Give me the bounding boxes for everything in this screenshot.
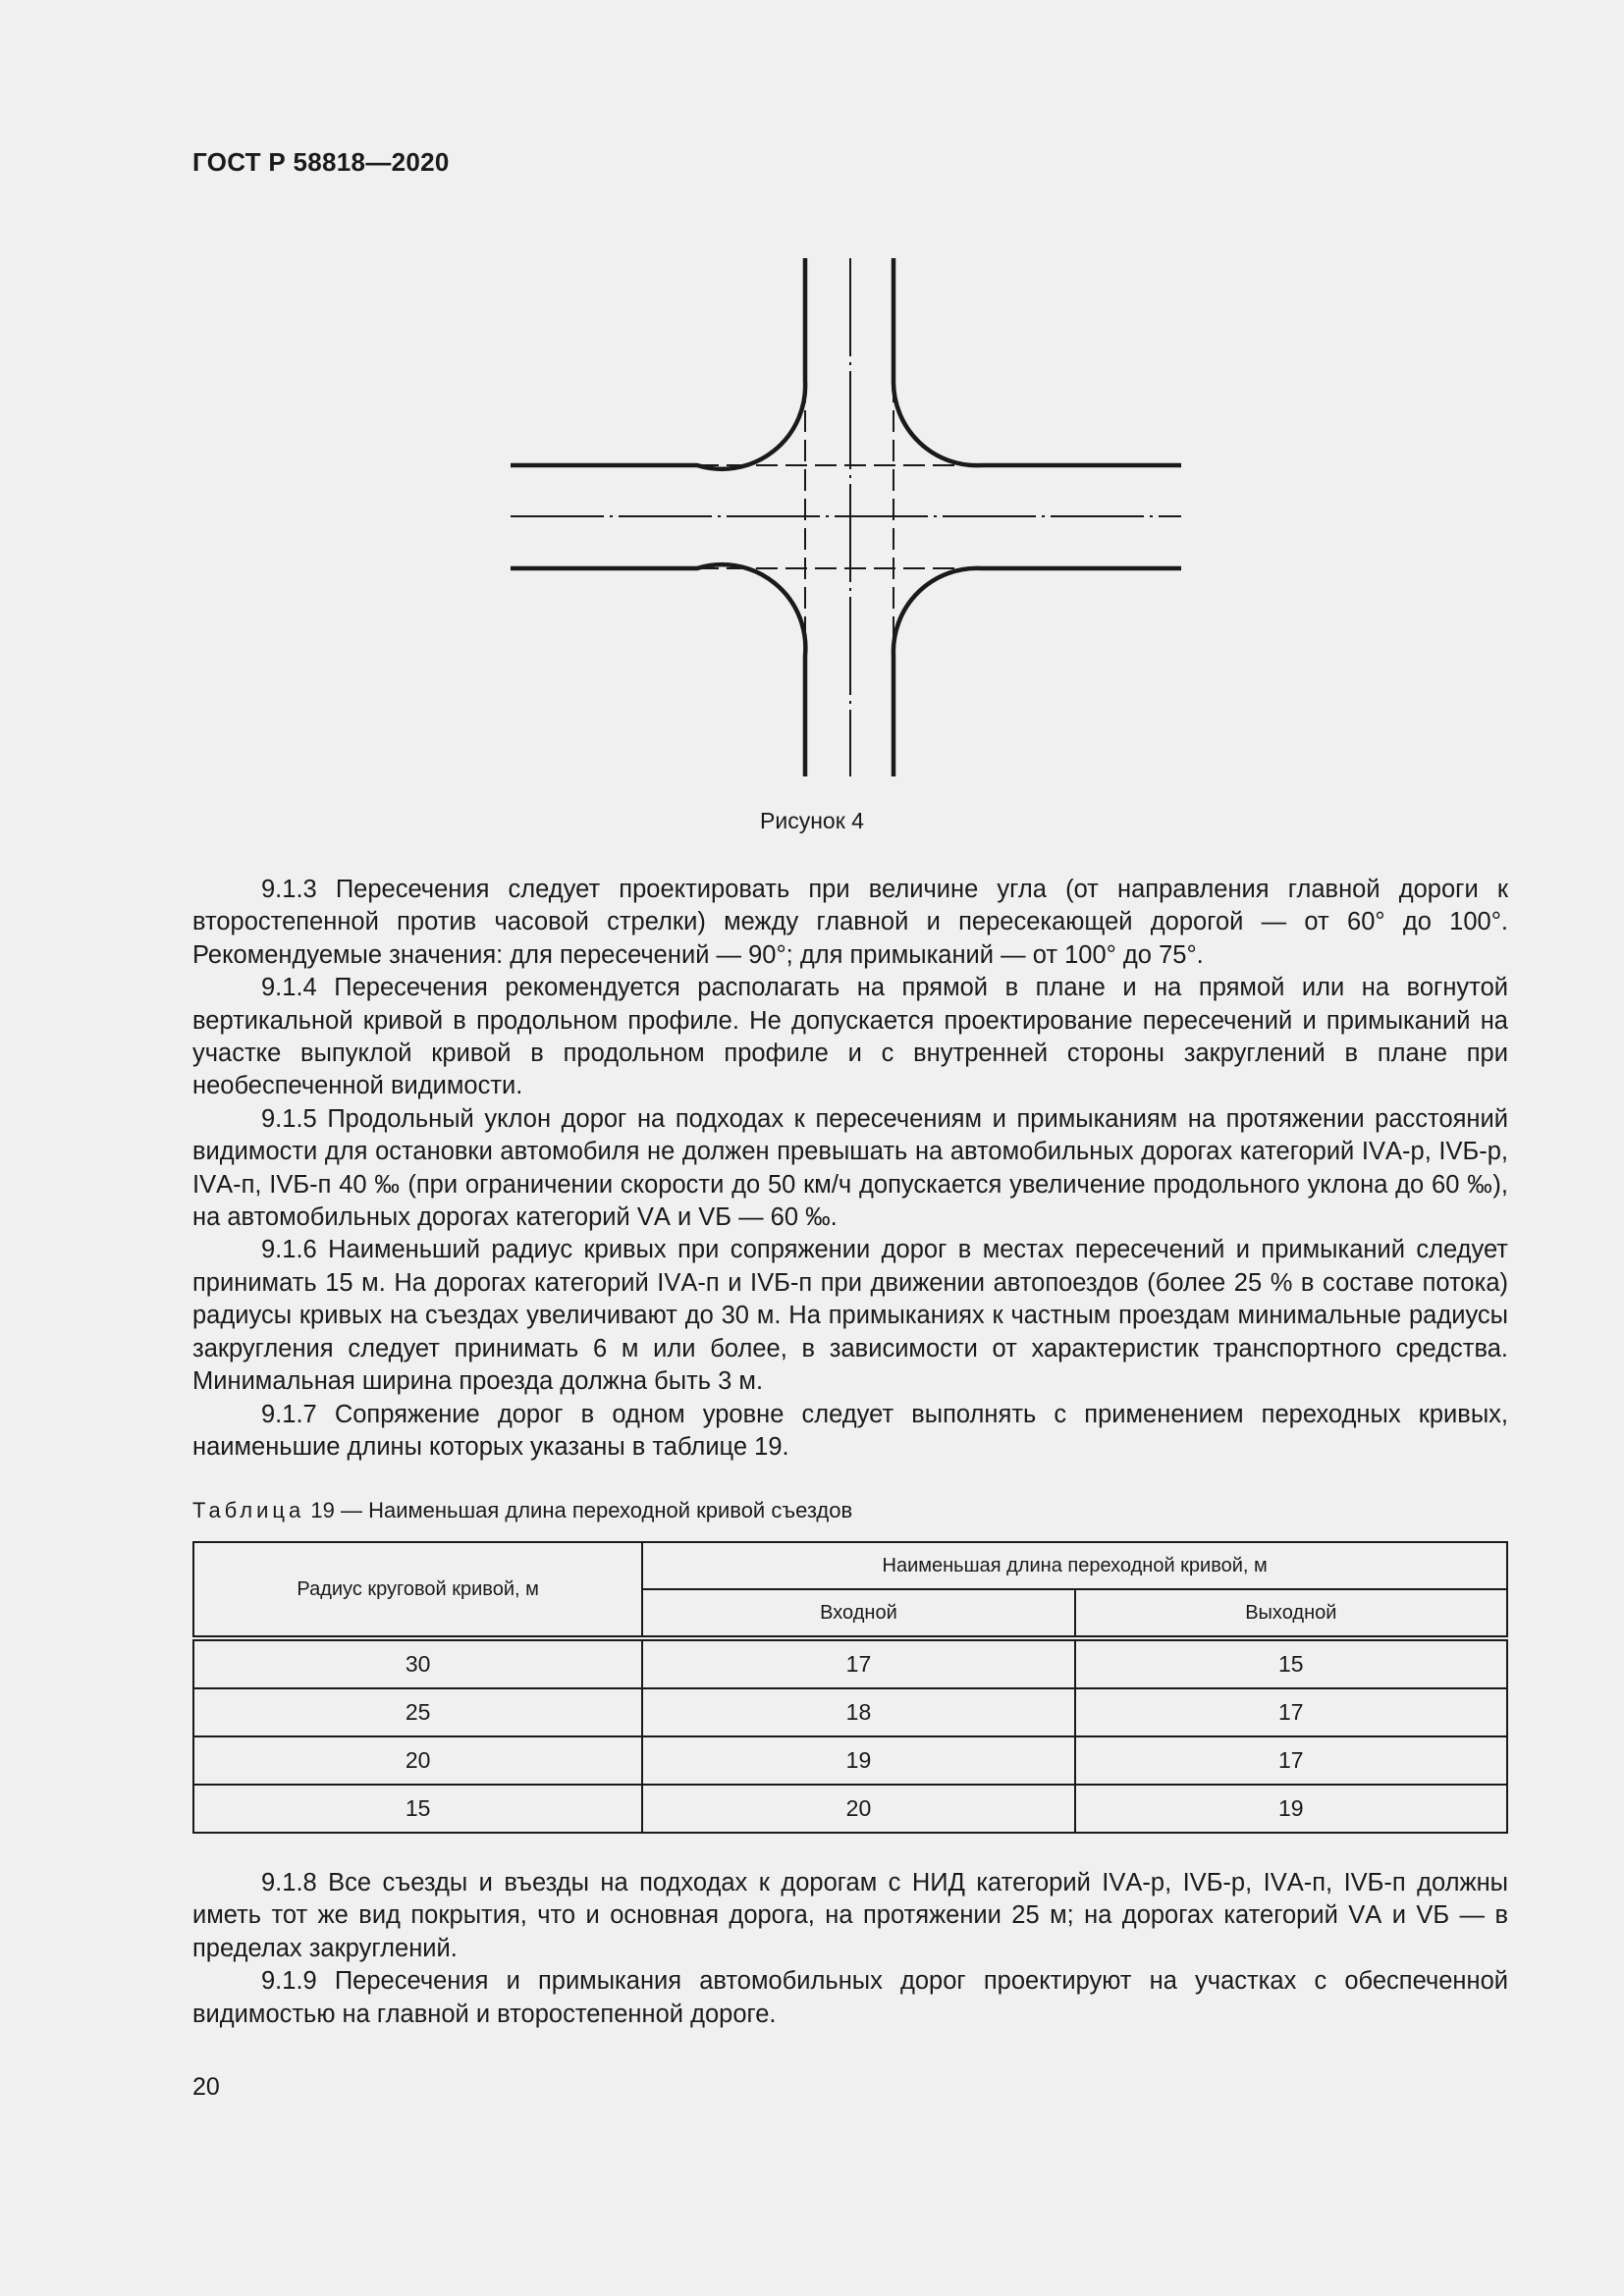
curb-top-right: [893, 258, 1181, 465]
paragraph-9-1-7: 9.1.7 Сопряжение дорог в одном уровне следует выполнять с применением переходных кривых, наименьшие длины которых указаны в таблице 19.: [192, 1400, 1508, 1461]
table-row: [193, 1785, 1507, 1833]
cell-exit: 15: [1075, 1638, 1507, 1688]
paragraph-9-1-4: 9.1.4 Пересечения рекомендуется располагать на прямой в плане и на прямой или на вогнутой вертикальной кривой в продольном профиле. Не допускается проектирование пересечений и примыканий на участке выпуклой кривой в продольном профиле и с внутренней стороны закруглений в плане при необеспеченной видимости.: [192, 974, 1508, 1100]
paragraph-9-1-6: 9.1.6 Наименьший радиус кривых при сопряжении дорог в местах пересечений и примыканий следует принимать 15 м. На дорогах категорий IVА-п и IVБ-п при движении автопоездов (более 25 % в составе потока) радиусы кривых на съездах увеличивают до 30 м. На примыканиях к частным проездам минимальные радиусы закругления следует принимать 6 м или более, в зависимости от характеристик транспортного средства. Минимальная ширина проезда должна быть 3 м.: [192, 1236, 1508, 1396]
header-exit: Выходной: [1075, 1589, 1507, 1638]
header-min-length: Наименьшая длина переходной кривой, м: [642, 1542, 1507, 1589]
transition-curve-table: [192, 1541, 1508, 1834]
cell-exit: 17: [1075, 1736, 1507, 1785]
figure-caption: Рисунок 4: [760, 808, 864, 833]
table-row: [193, 1638, 1507, 1688]
body-text-section-after-table: [192, 1867, 1508, 2031]
paragraph-9-1-8: 9.1.8 Все съезды и въезды на подходах к дорогам с НИД категорий IVА-р, IVБ-р, IVА-п, IVБ-п должны иметь тот же вид покрытия, что и основная дорога, на протяжении 25 м; на дорогах категорий VА и VБ — в пределах закруглений.: [192, 1869, 1508, 1962]
cell-radius: 20: [193, 1736, 642, 1785]
cell-entry: 17: [642, 1638, 1074, 1688]
cell-exit: 19: [1075, 1785, 1507, 1833]
table-row: [193, 1736, 1507, 1785]
header-radius: Радиус круговой кривой, м: [193, 1542, 642, 1638]
curb-bottom-left: [511, 564, 805, 776]
paragraph-9-1-3: 9.1.3 Пересечения следует проектировать при величине угла (от направления главной дороги к второстепенной против часовой стрелки) между главной и пересекающей дорогой — от 60° до 100°. Рекомендуемые значения: для пересечений — 90°; для примыканий — от 100° до 75°.: [192, 876, 1508, 969]
cell-entry: 19: [642, 1736, 1074, 1785]
cell-entry: 20: [642, 1785, 1074, 1833]
curb-bottom-right: [893, 568, 1181, 776]
page-number: 20: [192, 2073, 220, 2101]
cell-radius: 15: [193, 1785, 642, 1833]
header-entry: Входной: [642, 1589, 1074, 1638]
paragraph-9-1-5: 9.1.5 Продольный уклон дорог на подходах к пересечениям и примыканиям на протяжении расстояний видимости для остановки автомобиля не должен превышать на автомобильных дорогах категорий IVА-р, IVБ-р, IVА-п, IVБ-п 40 ‰ (при ограничении скорости до 50 км/ч допускается увеличение продольного уклона до 60 ‰), на автомобильных дорогах категорий VА и VБ — 60 ‰.: [192, 1104, 1508, 1232]
cell-exit: 17: [1075, 1688, 1507, 1736]
document-code: ГОСТ Р 58818—2020: [192, 147, 450, 177]
cell-entry: 18: [642, 1688, 1074, 1736]
body-text-section: [192, 874, 1508, 1464]
curb-top-left: [511, 258, 805, 469]
table-row: [193, 1688, 1507, 1736]
cell-radius: 25: [193, 1688, 642, 1736]
table-caption: [192, 1498, 852, 1523]
paragraph-9-1-9: 9.1.9 Пересечения и примыкания автомобильных дорог проектируют на участках с обеспеченной видимостью на главной и второстепенной дороге.: [192, 1967, 1508, 2028]
intersection-diagram: [511, 253, 1188, 783]
cell-radius: 30: [193, 1638, 642, 1688]
table-caption-title: 19 — Наименьшая длина переходной кривой съездов: [310, 1498, 853, 1522]
table-caption-word: Таблица: [192, 1498, 305, 1522]
intersection-figure: [511, 253, 1188, 783]
